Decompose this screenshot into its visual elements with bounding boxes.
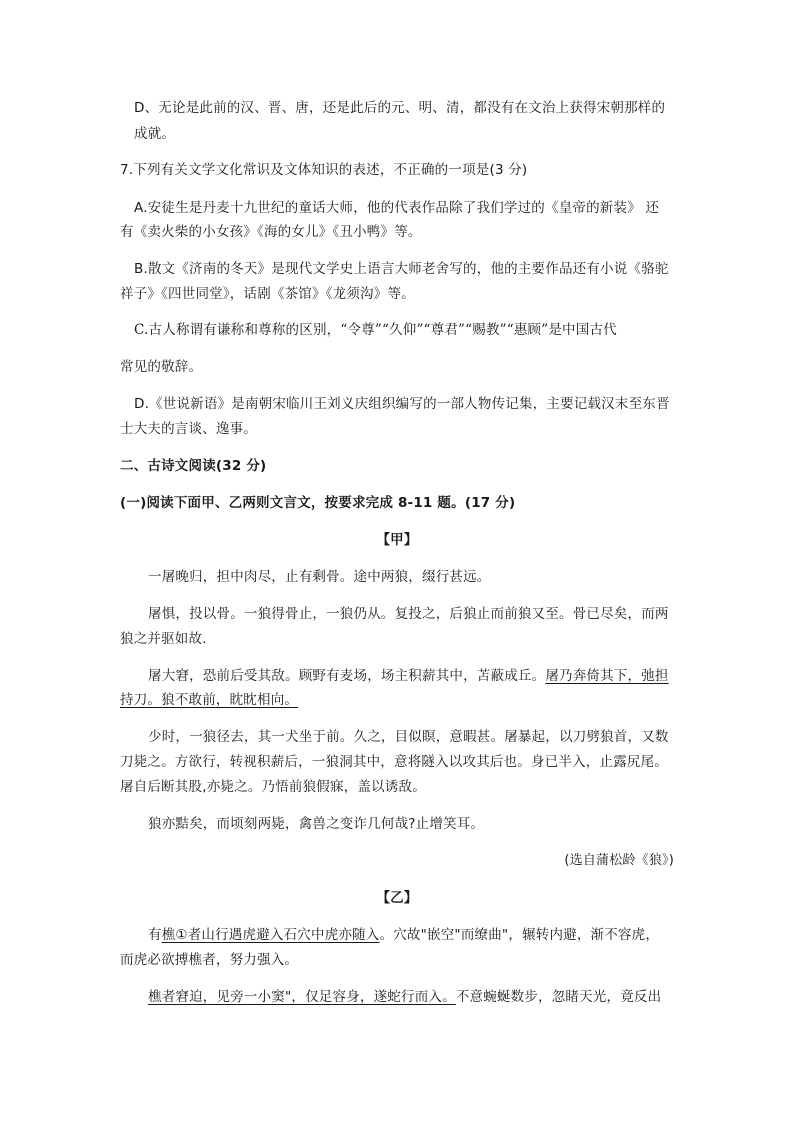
text-a-paragraph-4-line1: 少时，一狼径去，其一犬坐于前。久之，目似瞑，意暇甚。屠暴起，以刀劈狼首，又数 [148, 729, 669, 745]
q7-option-c-line2: 常见的敬辞。 [120, 359, 203, 375]
text-a-paragraph-2-line1: 屠惧，投以骨。一狼得骨止，一狼仍从。复投之，后狼止而前狼又至。骨已尽矣，而两 [148, 606, 669, 622]
text-a-paragraph-3-plain: 屠大窘，恐前后受其敌。顾野有麦场，场主积薪其中，苫蔽成丘。 [148, 668, 546, 684]
q7-option-b-line2: 祥子》《四世同堂》，话剧《茶馆》《龙须沟》等。 [120, 286, 415, 302]
text-a-paragraph-2-line2: 狼之并驱如故. [120, 631, 207, 647]
text-a-source: (选自蒲松龄《狼》) [564, 853, 674, 868]
text-b-paragraph-1-line2: 而虎必欲搏樵者，努力强入。 [120, 952, 299, 968]
q7-option-c-line1: C.古人称谓有谦称和尊称的区别，“令尊”“久仰”“尊君”“赐教”“惠顾”是中国古代 [134, 322, 617, 338]
q7-option-d-line1: D.《世说新语》是南朝宋临川王刘义庆组织编写的一部人物传记集，主要记载汉末至东晋 [134, 396, 670, 412]
q7-stem: 7.下列有关文学文化常识及文体知识的表述，不正确的一项是(3 分) [120, 162, 528, 178]
text-a-paragraph-4-line3: 屠自后断其股,亦毙之。乃悟前狼假寐，盖以诱敌。 [120, 779, 426, 795]
text-b-paragraph-1-line1 [148, 925, 659, 945]
q7-option-a-line2: 有《卖火柴的小女孩》《海的女儿》《丑小鸭》等。 [120, 224, 422, 240]
q6-option-d-line2: 成就。 [134, 126, 176, 142]
text-a-title: 【甲】 [376, 532, 418, 548]
section-sub-heading: (一)阅读下面甲、乙两则文言文，按要求完成 8-11 题。(17 分) [120, 495, 516, 511]
text-a-paragraph-5: 狼亦黠矣，而顷刻两毙，禽兽之变诈几何哉?止增笑耳。 [148, 816, 485, 832]
text-b-paragraph-2-suffix: 不意蜿蜒数步，忽睹天光，竟反出 [455, 989, 662, 1005]
text-a-paragraph-3-line1 [148, 666, 669, 686]
text-a-underlined-sentence-part1: 屠乃奔倚其下，弛担 [545, 668, 669, 684]
q7-option-b-line1: B.散文《济南的冬天》是现代文学史上语言大师老舍写的，他的主要作品还有小说《骆驼 [134, 261, 669, 277]
text-b-underlined-sentence-1: 樵①者山行遇虎避入石穴中虎亦随入 [161, 927, 380, 943]
text-b-paragraph-1-prefix: 有 [148, 927, 162, 943]
q7-option-d-line2: 士大夫的言谈、逸事。 [120, 421, 257, 437]
text-b-paragraph-2-line1 [148, 987, 661, 1007]
text-a-paragraph-1: 一屠晚归，担中肉尽，止有剩骨。途中两狼，缀行甚远。 [148, 569, 491, 585]
text-b-paragraph-1-suffix: 。穴故"嵌空"而缭曲"，辗转内避，渐不容虎， [379, 927, 660, 943]
q6-option-d-line1: D、无论是此前的汉、晋、唐，还是此后的元、明、清，都没有在文治上获得宋朝那样的 [134, 100, 666, 116]
text-a-underlined-sentence-part2: 持刀。狼不敢前，眈眈相向。 [120, 692, 299, 708]
q7-option-a-line1: A.安徒生是丹麦十九世纪的童话大师，他的代表作品除了我们学过的《皇帝的新装》 还 [134, 200, 660, 216]
text-b-underlined-sentence-2: 樵者窘迫，见旁一小窦"，仅足容身，遂蛇行而入。 [148, 989, 456, 1005]
text-a-paragraph-4-line2: 刀毙之。方欲行，转视积薪后，一狼洞其中，意将隧入以攻其后也。身已半入，止露尻尾。 [120, 754, 668, 770]
section-heading: 二、古诗文阅读(32 分) [120, 458, 267, 474]
text-b-title: 【乙】 [376, 890, 418, 906]
